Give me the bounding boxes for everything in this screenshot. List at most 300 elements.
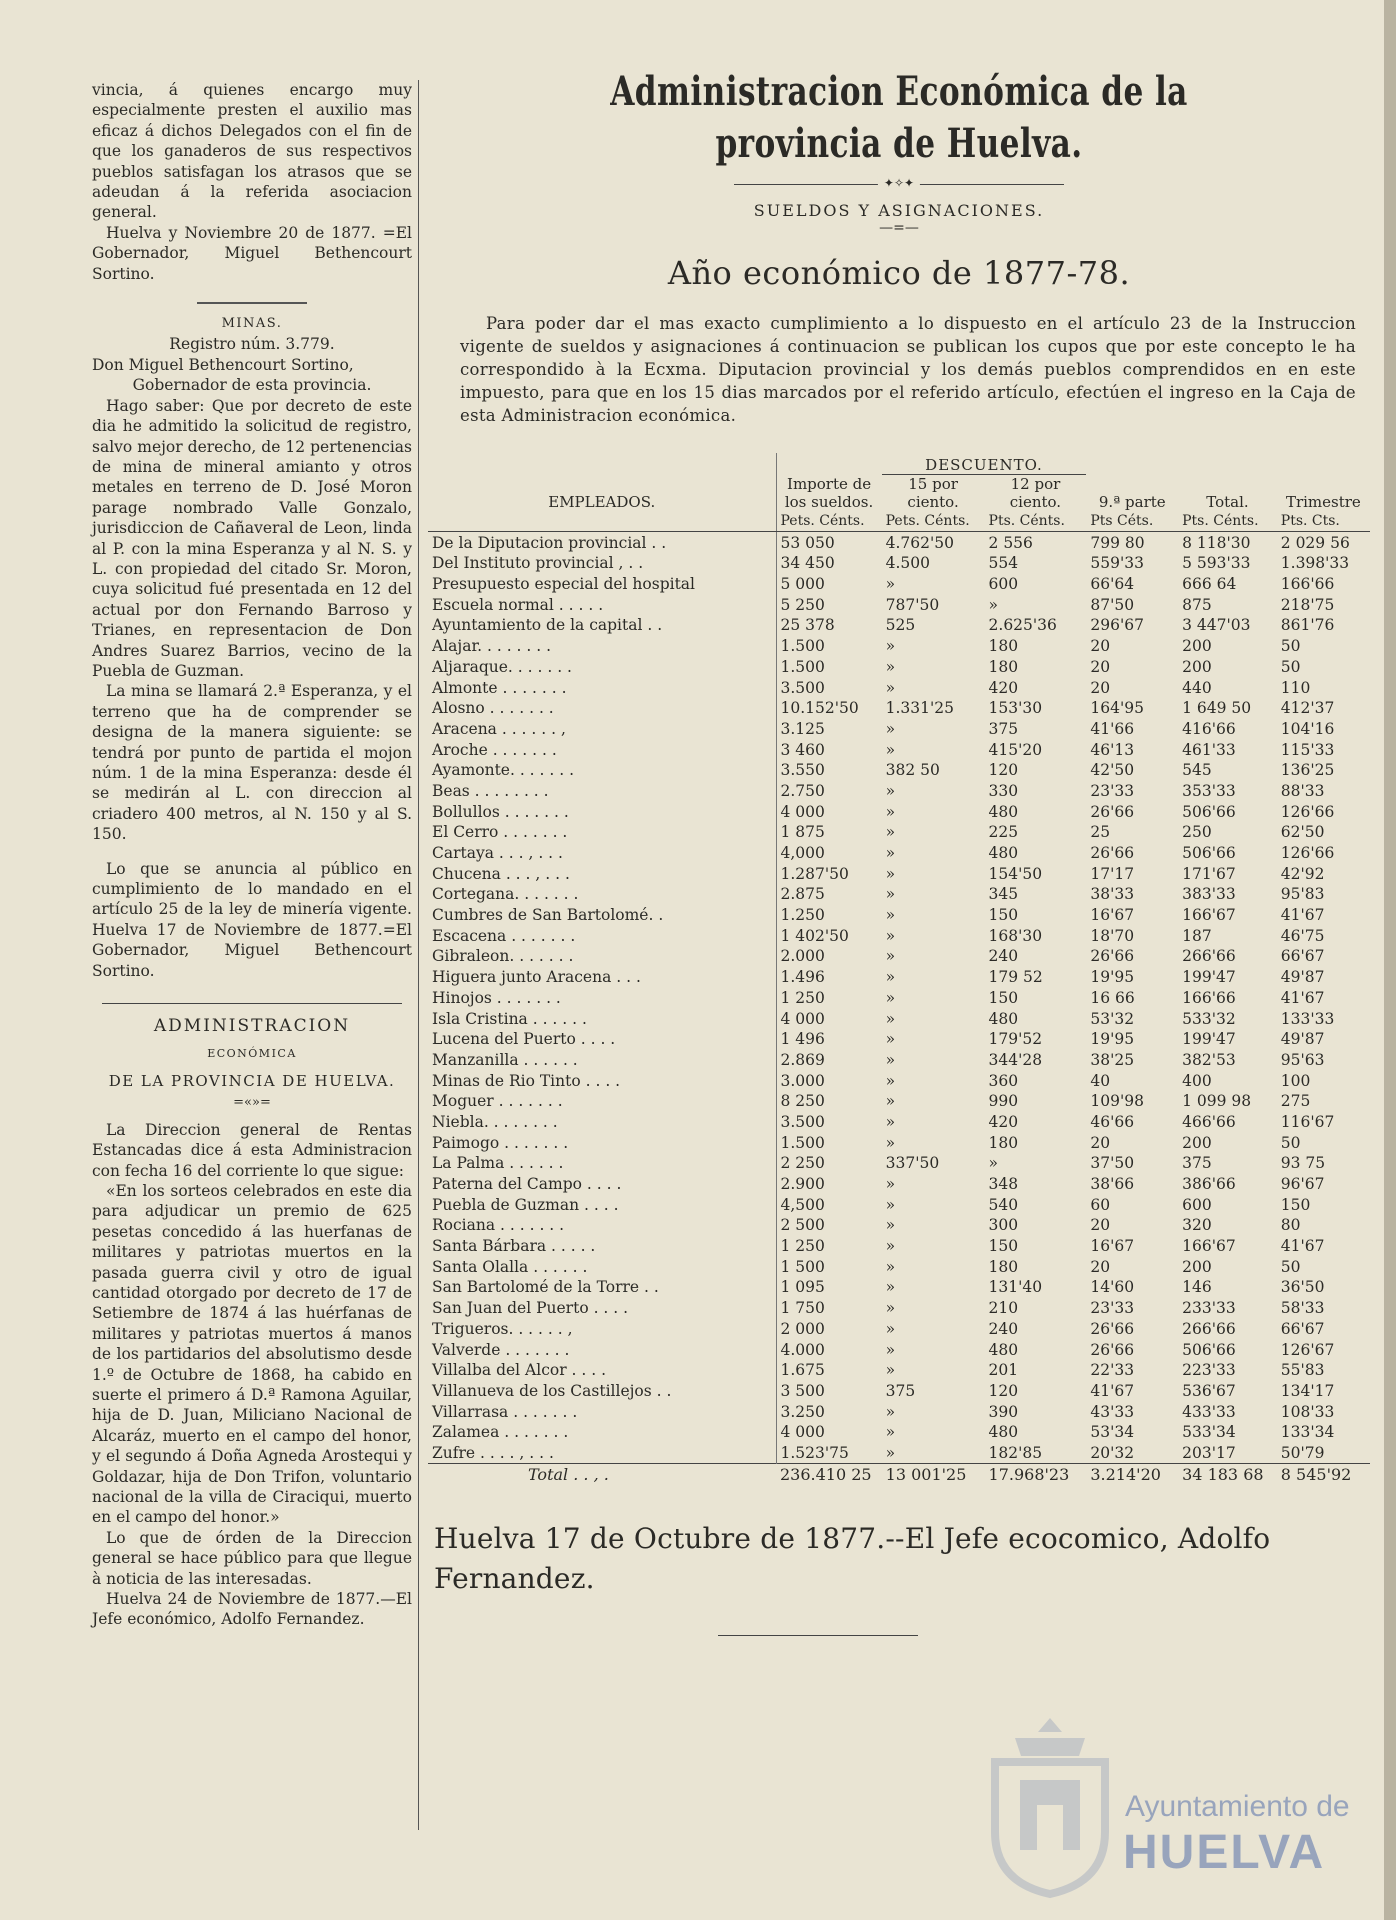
row-value: 66'64 <box>1090 575 1135 594</box>
row-value: 420 <box>988 678 1019 697</box>
row-name: Lucena del Puerto . . . . <box>432 1030 616 1049</box>
table-row <box>428 698 1370 719</box>
row-name: Gibraleon. . . . . . . <box>432 947 574 966</box>
row-value: 199'47 <box>1182 1030 1236 1049</box>
coat-of-arms-icon <box>975 1710 1125 1900</box>
row-value: » <box>885 1050 896 1069</box>
row-value: 20'32 <box>1090 1443 1135 1462</box>
row-value: 38'66 <box>1090 1175 1135 1194</box>
total-value: 34 183 68 <box>1178 1464 1277 1485</box>
row-value: 4 000 <box>776 1008 882 1029</box>
row-value: 133'34 <box>1280 1423 1335 1442</box>
row-value: 60 <box>1090 1195 1111 1214</box>
ornament: =«»= <box>233 1095 271 1111</box>
row-value: 250 <box>1182 823 1212 842</box>
row-value: 88'33 <box>1280 781 1325 800</box>
header-empleados: EMPLEADOS. <box>548 492 656 511</box>
row-value: » <box>885 1257 896 1276</box>
row-value: 545 <box>1182 761 1212 780</box>
row-value: 360 <box>988 1071 1019 1090</box>
row-value: » <box>885 864 896 883</box>
row-name: Paterna del Campo . . . . <box>432 1175 622 1194</box>
row-name: De la Diputacion provincial . . <box>432 533 667 552</box>
row-value: 4.762'50 <box>885 533 954 552</box>
row-value: 266'66 <box>1182 1319 1236 1338</box>
row-name: Santa Olalla . . . . . . <box>432 1257 588 1276</box>
row-value: 23'33 <box>1090 1299 1135 1318</box>
table-row <box>428 553 1370 574</box>
row-value: 506'66 <box>1182 844 1236 863</box>
row-value: 1 250 <box>776 988 882 1009</box>
row-value: » <box>988 1154 999 1173</box>
row-value: » <box>885 1443 896 1462</box>
row-value: 3 500 <box>776 1381 882 1402</box>
table-row <box>428 1298 1370 1319</box>
row-value: 600 <box>988 575 1019 594</box>
table-row <box>428 719 1370 740</box>
gobernador-line-2: Gobernador de esta provincia. <box>132 376 372 395</box>
row-value: 150 <box>988 906 1019 925</box>
row-value: » <box>885 678 896 697</box>
row-value: 187 <box>1182 926 1212 945</box>
row-value: 2.750 <box>776 781 882 802</box>
row-value: 150 <box>988 1237 1019 1256</box>
row-value: 536'67 <box>1182 1381 1236 1400</box>
row-value: 1 875 <box>776 822 882 843</box>
row-value: 166'66 <box>1182 988 1236 1007</box>
row-value: » <box>885 1361 896 1380</box>
row-value: 25 378 <box>776 615 882 636</box>
watermark-line-2: HUELVA <box>1123 1826 1326 1879</box>
row-value: 16'67 <box>1090 906 1135 925</box>
unit-cell: Pets. Cénts. <box>882 511 985 532</box>
registro: Registro núm. 3.779. <box>169 335 335 354</box>
row-value: 1 250 <box>776 1236 882 1257</box>
table-row <box>428 781 1370 802</box>
row-name: Bollullos . . . . . . . <box>432 802 569 821</box>
row-value: 53'32 <box>1090 1009 1135 1028</box>
row-value: 199'47 <box>1182 968 1236 987</box>
row-value: 104'16 <box>1280 719 1335 738</box>
row-value: 375 <box>885 1381 916 1400</box>
row-value: 62'50 <box>1280 823 1325 842</box>
row-value: 1 500 <box>776 1256 882 1277</box>
total-value: 3.214'20 <box>1086 1464 1178 1485</box>
row-value: 480 <box>988 1340 1019 1359</box>
total-value: 13 001'25 <box>882 1464 985 1485</box>
row-value: » <box>885 988 896 1007</box>
row-value: 16 66 <box>1090 988 1135 1007</box>
row-value: 136'25 <box>1280 761 1335 780</box>
row-value: 416'66 <box>1182 719 1236 738</box>
row-value: 480 <box>988 1009 1019 1028</box>
row-name: Aljaraque. . . . . . . <box>432 657 572 676</box>
table-header-top <box>428 453 1370 474</box>
row-name: Zalamea . . . . . . . <box>432 1423 569 1442</box>
row-name: San Bartolomé de la Torre . . <box>432 1278 659 1297</box>
row-value: » <box>885 1112 896 1131</box>
row-value: 2 000 <box>776 1319 882 1340</box>
table-row <box>428 1029 1370 1050</box>
row-name: Escuela normal . . . . . <box>432 595 604 614</box>
left-para-4: Lo que se anuncia al público en cumplimiento de lo mandado en el artículo 25 de la ley de minería vigente. Huelva 17 de Noviembre de 1877.=El Gobernador, Miguel Bethencourt Sortino. <box>92 859 412 980</box>
title-ornament: ✦✧✦ <box>734 184 1064 185</box>
table-row <box>428 1256 1370 1277</box>
row-name: Trigueros. . . . . . , <box>432 1319 573 1338</box>
row-name: Hinojos . . . . . . . <box>432 988 561 1007</box>
left-column <box>92 80 412 1630</box>
left-para-5: La Direccion general de Rentas Estancadas dice á esta Administracion con fecha 16 del corriente lo que sigue: <box>92 1120 412 1180</box>
row-value: 154'50 <box>988 864 1043 883</box>
row-value: » <box>988 595 999 614</box>
row-value: 164'95 <box>1090 699 1144 718</box>
row-value: 382 50 <box>885 761 940 780</box>
row-value: 1.500 <box>776 636 882 657</box>
row-name: Presupuesto especial del hospital <box>432 575 696 594</box>
row-value: 120 <box>988 761 1019 780</box>
admin-heading-3: DE LA PROVINCIA DE HUELVA. <box>108 1071 396 1090</box>
left-para-1-sign: Huelva y Noviembre 20 de 1877. =El Gobernador, Miguel Bethencourt Sortino. <box>92 223 412 283</box>
row-value: 14'60 <box>1090 1278 1135 1297</box>
row-value: » <box>885 719 896 738</box>
row-value: 50 <box>1280 1133 1301 1152</box>
row-value: 320 <box>1182 1216 1212 1235</box>
row-value: » <box>885 906 896 925</box>
row-value: 115'33 <box>1280 740 1335 759</box>
row-value: 440 <box>1182 678 1212 697</box>
row-value: » <box>885 657 896 676</box>
table-row <box>428 967 1370 988</box>
unit-cell: Pts Céts. <box>1086 511 1178 532</box>
left-para-2: Hago saber: Que por decreto de este dia he admitido la solicitud de registro, salvo mejor derecho, de 12 pertenencias de mina de mineral amianto y otros metales en terreno de D. José Moron parage nombrado Valle Gonzalo, jurisdiccion de Cañaveral de Leon, linda al P. con la mina Esperanza y al N. S. y L. con propiedad del citado Sr. Moron, cuya solicitud fué presentada en 12 del actual por don Fernando Barroso y Trianes, en representacion de Don Andres Suarez Barrios, vecino de la Puebla de Guzman. <box>92 396 412 680</box>
unit-cell: Pts. Cénts. <box>1178 511 1277 532</box>
row-value: 20 <box>1090 1257 1111 1276</box>
row-name: La Palma . . . . . . <box>432 1154 564 1173</box>
row-value: 300 <box>988 1216 1019 1235</box>
header-total: Total. <box>1206 492 1249 511</box>
row-value: 182'85 <box>988 1443 1043 1462</box>
row-value: 461'33 <box>1182 740 1236 759</box>
row-name: Chucena . . . , . . . <box>432 864 570 883</box>
row-value: 66'67 <box>1280 947 1325 966</box>
row-value: 55'83 <box>1280 1361 1325 1380</box>
row-value: 18'70 <box>1090 926 1135 945</box>
row-name: Ayamonte. . . . . . . <box>432 761 575 780</box>
row-value: 1.287'50 <box>776 863 882 884</box>
row-value: » <box>885 1237 896 1256</box>
row-value: » <box>885 802 896 821</box>
row-value: 40 <box>1090 1071 1111 1090</box>
row-value: 1 402'50 <box>776 925 882 946</box>
table-row <box>428 532 1370 553</box>
row-value: 180 <box>988 637 1019 656</box>
row-value: 41'67 <box>1090 1381 1135 1400</box>
row-value: 506'66 <box>1182 802 1236 821</box>
row-value: » <box>885 885 896 904</box>
row-value: 37'50 <box>1090 1154 1135 1173</box>
row-value: 53 050 <box>776 532 882 553</box>
row-value: » <box>885 1319 896 1338</box>
intro-paragraph: Para poder dar el mas exacto cumplimiento a lo dispuesto en el artículo 23 de la Instruccion vigente de sueldos y asignaciones á continuacion se publican los cupos que por este concepto le ha correspondido à la Ecxma. Diputacion provincial y los demás pueblos comprendidos en en este impuesto, para que en los 15 dias marcados por el referido artículo, efectúen el ingreso en la Caja de esta Administracion económica. <box>460 314 1356 425</box>
row-name: Manzanilla . . . . . . <box>432 1050 578 1069</box>
row-value: 131'40 <box>988 1278 1043 1297</box>
table-row <box>428 1194 1370 1215</box>
left-para-7: Lo que de órden de la Direccion general se hace público para que llegue à noticia de las interesadas. <box>92 1528 412 1588</box>
row-value: 150 <box>988 988 1019 1007</box>
row-value: 480 <box>988 1423 1019 1442</box>
row-value: » <box>885 740 896 759</box>
row-value: 466'66 <box>1182 1112 1236 1131</box>
row-value: 353'33 <box>1182 781 1236 800</box>
table-row <box>428 946 1370 967</box>
table-row <box>428 801 1370 822</box>
table-row <box>428 1091 1370 1112</box>
row-value: 80 <box>1280 1216 1301 1235</box>
row-name: Aroche . . . . . . . <box>432 740 557 759</box>
row-value: » <box>885 1133 896 1152</box>
row-value: 533'32 <box>1182 1009 1236 1028</box>
row-value: 200 <box>1182 1257 1212 1276</box>
row-value: 382'53 <box>1182 1050 1236 1069</box>
row-value: 203'17 <box>1182 1443 1236 1462</box>
column-divider <box>418 80 419 1830</box>
main-title: Administracion Económica de la provincia de Huelva. <box>610 68 1188 167</box>
row-value: 53'34 <box>1090 1423 1135 1442</box>
row-value: 383'33 <box>1182 885 1236 904</box>
footer-signature: Huelva 17 de Octubre de 1877.--El Jefe ecocomico, Adolfo Fernandez. <box>434 1522 1271 1595</box>
row-value: 4.500 <box>885 554 931 573</box>
row-name: Ayuntamiento de la capital . . <box>432 616 663 635</box>
table-row <box>428 988 1370 1009</box>
row-value: 126'66 <box>1280 802 1335 821</box>
row-value: 4 000 <box>776 1422 882 1443</box>
row-value: 36'50 <box>1280 1278 1325 1297</box>
salaries-table <box>428 453 1370 1485</box>
table-row <box>428 1174 1370 1195</box>
row-value: 120 <box>988 1381 1019 1400</box>
row-value: 1.331'25 <box>885 699 954 718</box>
row-value: 109'98 <box>1090 1092 1144 1111</box>
header-doce: 12 por ciento. <box>1009 474 1062 511</box>
row-value: 20 <box>1090 678 1111 697</box>
header-importe: Importe de los sueldos. <box>776 453 882 511</box>
row-name: Rociana . . . . . . . <box>432 1216 565 1235</box>
table-row <box>428 843 1370 864</box>
header-quince: 15 por ciento. <box>907 474 959 511</box>
row-value: 1 750 <box>776 1298 882 1319</box>
row-value: » <box>885 1423 896 1442</box>
row-value: 2.000 <box>776 946 882 967</box>
row-value: 3.250 <box>776 1401 882 1422</box>
row-value: 2 556 <box>988 533 1033 552</box>
row-value: 210 <box>988 1299 1019 1318</box>
row-value: 49'87 <box>1280 1030 1325 1049</box>
row-value: » <box>885 1009 896 1028</box>
total-value: 236.410 25 <box>776 1464 882 1485</box>
sub-title: SUELDOS Y ASIGNACIONES. <box>753 201 1045 220</box>
row-value: 26'66 <box>1090 844 1135 863</box>
row-name: Villalba del Alcor . . . . <box>432 1361 607 1380</box>
table-row <box>428 822 1370 843</box>
row-value: 166'66 <box>1280 575 1335 594</box>
row-value: 168'30 <box>988 926 1043 945</box>
row-value: 41'67 <box>1280 906 1325 925</box>
row-value: 344'28 <box>988 1050 1043 1069</box>
row-value: 3.500 <box>776 677 882 698</box>
row-value: 200 <box>1182 1133 1212 1152</box>
row-value: 46'66 <box>1090 1112 1135 1131</box>
row-value: » <box>885 1278 896 1297</box>
watermark-line-1: Ayuntamiento de <box>1125 1790 1350 1823</box>
row-value: 861'76 <box>1280 616 1335 635</box>
row-value: 2.625'36 <box>988 616 1057 635</box>
table-row <box>428 1319 1370 1340</box>
separator <box>197 302 307 304</box>
row-value: 2.869 <box>776 1050 882 1071</box>
unit-cell: Pets. Cénts. <box>776 511 882 532</box>
row-value: 600 <box>1182 1195 1212 1214</box>
row-value: » <box>885 844 896 863</box>
row-value: 2.900 <box>776 1174 882 1195</box>
row-value: 110 <box>1280 678 1311 697</box>
row-value: 2.875 <box>776 884 882 905</box>
table-row <box>428 615 1370 636</box>
table-row <box>428 1008 1370 1029</box>
row-value: 2 500 <box>776 1215 882 1236</box>
table-row <box>428 1112 1370 1133</box>
row-value: 1.398'33 <box>1280 554 1350 573</box>
row-value: 4,000 <box>776 843 882 864</box>
table-row <box>428 1339 1370 1360</box>
row-value: 42'92 <box>1280 864 1325 883</box>
year-title: Año económico de 1877-78. <box>667 254 1131 292</box>
row-value: 49'87 <box>1280 968 1325 987</box>
row-value: » <box>885 926 896 945</box>
row-value: 415'20 <box>988 740 1043 759</box>
row-value: » <box>885 968 896 987</box>
row-value: 233'33 <box>1182 1299 1236 1318</box>
row-value: 8 118'30 <box>1182 533 1251 552</box>
row-value: 146 <box>1182 1278 1212 1297</box>
row-value: 20 <box>1090 1133 1111 1152</box>
row-value: » <box>885 1216 896 1235</box>
row-value: 41'67 <box>1280 1237 1325 1256</box>
row-value: 1.500 <box>776 657 882 678</box>
row-value: 1.675 <box>776 1360 882 1381</box>
table-row <box>428 1215 1370 1236</box>
row-value: 201 <box>988 1361 1019 1380</box>
table-row <box>428 1050 1370 1071</box>
row-value: 25 <box>1090 823 1111 842</box>
row-name: Higuera junto Aracena . . . <box>432 968 641 987</box>
row-name: Puebla de Guzman . . . . <box>432 1195 619 1214</box>
row-value: 4.000 <box>776 1339 882 1360</box>
row-value: 180 <box>988 1133 1019 1152</box>
row-value: 41'66 <box>1090 719 1135 738</box>
row-value: 420 <box>988 1112 1019 1131</box>
row-name: Niebla. . . . . . . . <box>432 1112 558 1131</box>
row-value: 38'33 <box>1090 885 1135 904</box>
units-row <box>428 511 1370 532</box>
table-row <box>428 1277 1370 1298</box>
row-value: 240 <box>988 947 1019 966</box>
row-value: 133'33 <box>1280 1009 1335 1028</box>
table-row <box>428 1132 1370 1153</box>
table-row <box>428 636 1370 657</box>
table-row <box>428 574 1370 595</box>
row-value: 480 <box>988 802 1019 821</box>
row-value: » <box>885 1071 896 1090</box>
row-value: 180 <box>988 657 1019 676</box>
total-value: 8 545'92 <box>1277 1464 1370 1485</box>
unit-cell: Pts. Cénts. <box>985 511 1087 532</box>
row-value: 153'30 <box>988 699 1043 718</box>
row-value: 19'95 <box>1090 968 1135 987</box>
row-value: 87'50 <box>1090 595 1135 614</box>
row-value: 1 095 <box>776 1277 882 1298</box>
row-value: 3.550 <box>776 760 882 781</box>
row-value: 20 <box>1090 657 1111 676</box>
row-value: 19'95 <box>1090 1030 1135 1049</box>
total-value: 17.968'23 <box>985 1464 1087 1485</box>
row-value: 990 <box>988 1092 1019 1111</box>
row-value: 26'66 <box>1090 1340 1135 1359</box>
row-value: » <box>885 781 896 800</box>
left-para-6: «En los sorteos celebrados en este dia para adjudicar un premio de 625 pesetas concedido á las huerfanas de militares y patriotas muertos en la pasada guerra civil y otro de igual cantidad otorgado por decreto de 17 de Setiembre de 1874 á las huérfanas de militares y patriotas muertos á manos de los partidarios del absolutismo desde 1.º de Octubre de 1868, ha cabido en suerte el primero á D.ª Ramona Aguilar, hija de D. Juan, Miliciano Nacional de Alcaráz, muerto en el campo del honor, y el segundo á Doña Agneda Arostequi y Goldazar, hija de Don Trifon, voluntario nacional de la villa de Ciraciqui, muerto en el campo del honor.» <box>92 1181 412 1527</box>
row-value: 4,500 <box>776 1194 882 1215</box>
row-value: 180 <box>988 1257 1019 1276</box>
row-value: 150 <box>1280 1195 1311 1214</box>
table-row <box>428 1422 1370 1443</box>
row-value: 20 <box>1090 1216 1111 1235</box>
row-value: 58'33 <box>1280 1299 1325 1318</box>
row-name: Cumbres de San Bartolomé. . <box>432 906 664 925</box>
total-label: Total . . , . <box>428 1464 776 1485</box>
row-name: El Cerro . . . . . . . <box>432 823 568 842</box>
row-name: Zufre . . . . , . . . <box>432 1443 554 1462</box>
table-row <box>428 1381 1370 1402</box>
row-value: 1 099 98 <box>1182 1092 1252 1111</box>
table-row <box>428 1236 1370 1257</box>
row-value: 22'33 <box>1090 1361 1135 1380</box>
row-value: 95'63 <box>1280 1050 1325 1069</box>
row-value: 41'67 <box>1280 988 1325 1007</box>
row-value: 1 649 50 <box>1182 699 1252 718</box>
row-value: 525 <box>885 616 916 635</box>
separator <box>102 1003 402 1004</box>
row-value: 3.000 <box>776 1070 882 1091</box>
row-value: 480 <box>988 844 1019 863</box>
table-row <box>428 739 1370 760</box>
table-row <box>428 760 1370 781</box>
row-value: 330 <box>988 781 1019 800</box>
row-value: 386'66 <box>1182 1175 1236 1194</box>
row-value: 126'66 <box>1280 844 1335 863</box>
right-column <box>428 66 1370 1636</box>
row-value: 348 <box>988 1175 1019 1194</box>
row-value: » <box>885 823 896 842</box>
left-para-7-sign: Huelva 24 de Noviembre de 1877.—El Jefe económico, Adolfo Fernandez. <box>92 1590 412 1629</box>
row-value: 100 <box>1280 1071 1311 1090</box>
row-value: » <box>885 637 896 656</box>
row-value: 3 447'03 <box>1182 616 1251 635</box>
row-value: 433'33 <box>1182 1402 1236 1421</box>
row-value: » <box>885 1340 896 1359</box>
row-value: 1.523'75 <box>776 1443 882 1464</box>
row-value: 375 <box>1182 1154 1212 1173</box>
row-value: 875 <box>1182 595 1212 614</box>
row-value: 1.500 <box>776 1132 882 1153</box>
